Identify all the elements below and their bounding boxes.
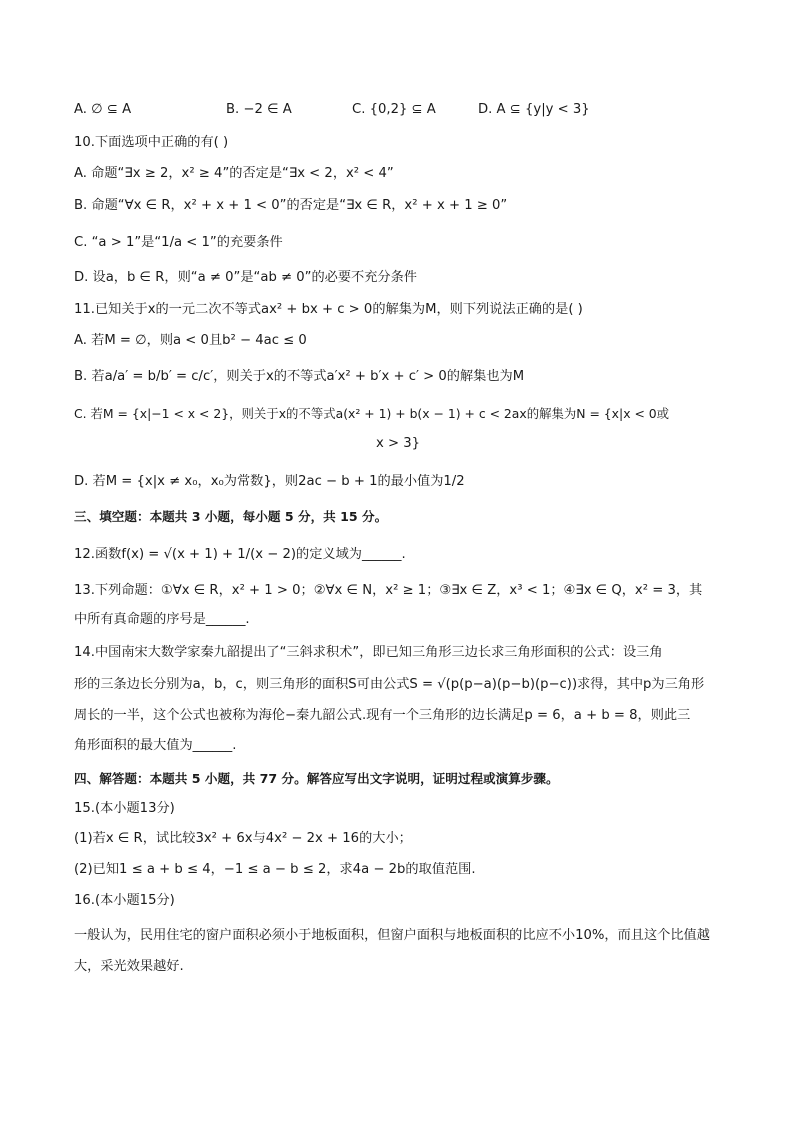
q10-stem: 10.下面选项中正确的有( )	[74, 135, 229, 150]
q11-stem: 11.已知关于x的一元二次不等式ax² + bx + c > 0的解集为M，则下列说法正确的是( )	[74, 302, 583, 317]
section-fill-in-heading: 三、填空题：本题共 3 小题，每小题 5 分，共 15 分。	[74, 509, 388, 524]
q9-option-a: A. ∅ ⊆ A	[74, 102, 132, 117]
q10-option-b: B. 命题“∀x ∈ R，x² + x + 1 < 0”的否定是“∃x ∈ R，x² + x + 1 ≥ 0”	[74, 198, 508, 213]
q11-option-d: D. 若M = {x|x ≠ x₀，x₀为常数}，则2ac − b + 1的最小值为1/2	[74, 474, 465, 489]
q14-line1: 14.中国南宋大数学家秦九韶提出了“三斜求积术”，即已知三角形三边长求三角形面积的公式：设三角	[74, 645, 663, 660]
q13-line2: 中所有真命题的序号是______.	[74, 612, 250, 627]
q9-option-c: C. {0,2} ⊆ A	[352, 102, 436, 117]
q16-body: 一般认为，民用住宅的窗户面积必须小于地板面积，但窗户面积与地板面积的比应不小10%，而且这个比值越大，采光效果越好.	[74, 928, 710, 974]
q12-text: 12.函数f(x) = √(x + 1) + 1/(x − 2)的定义域为______.	[74, 547, 406, 562]
q11-option-c-line2: x > 3}	[376, 436, 421, 451]
q14-line4: 角形面积的最大值为______.	[74, 738, 237, 753]
q14-line3: 周长的一半，这个公式也被称为海伦−秦九韶公式.现有一个三角形的边长满足p = 6，a + b = 8，则此三	[74, 708, 691, 723]
q11-option-c-line1: C. 若M = {x|−1 < x < 2}，则关于x的不等式a(x² + 1) + b(x − 1) + c < 2ax的解集为N = {x|x < 0或	[74, 406, 670, 421]
q9-option-d: D. A ⊆ {y|y < 3}	[478, 102, 590, 117]
q10-option-c: C. “a > 1”是“1/a < 1”的充要条件	[74, 235, 283, 250]
q10-option-a: A. 命题“∃x ≥ 2，x² ≥ 4”的否定是“∃x < 2，x² < 4”	[74, 166, 394, 181]
q15-title: 15.(本小题13分)	[74, 801, 175, 816]
section-answer-heading: 四、解答题：本题共 5 小题，共 77 分。解答应写出文字说明，证明过程或演算步骤。	[74, 771, 559, 786]
q16-title: 16.(本小题15分)	[74, 893, 175, 908]
q10-option-d: D. 设a，b ∈ R，则“a ≠ 0”是“ab ≠ 0”的必要不充分条件	[74, 270, 417, 285]
q9-option-b: B. −2 ∈ A	[226, 102, 292, 117]
q15-part2: (2)已知1 ≤ a + b ≤ 4，−1 ≤ a − b ≤ 2，求4a − 2b的取值范围.	[74, 862, 476, 877]
q13-line1: 13.下列命题：①∀x ∈ R，x² + 1 > 0；②∀x ∈ N，x² ≥ 1；③∃x ∈ Z，x³ < 1；④∃x ∈ Q，x² = 3，其	[74, 583, 703, 598]
q15-part1: (1)若x ∈ R，试比较3x² + 6x与4x² − 2x + 16的大小；	[74, 831, 412, 846]
q14-line2: 形的三条边长分别为a，b，c，则三角形的面积S可由公式S = √(p(p−a)(p−b)(p−c))求得，其中p为三角形	[74, 677, 705, 692]
q11-option-a: A. 若M = ∅，则a < 0且b² − 4ac ≤ 0	[74, 333, 307, 348]
q11-option-b: B. 若a/a′ = b/b′ = c/c′，则关于x的不等式a′x² + b′x + c′ > 0的解集也为M	[74, 369, 525, 384]
